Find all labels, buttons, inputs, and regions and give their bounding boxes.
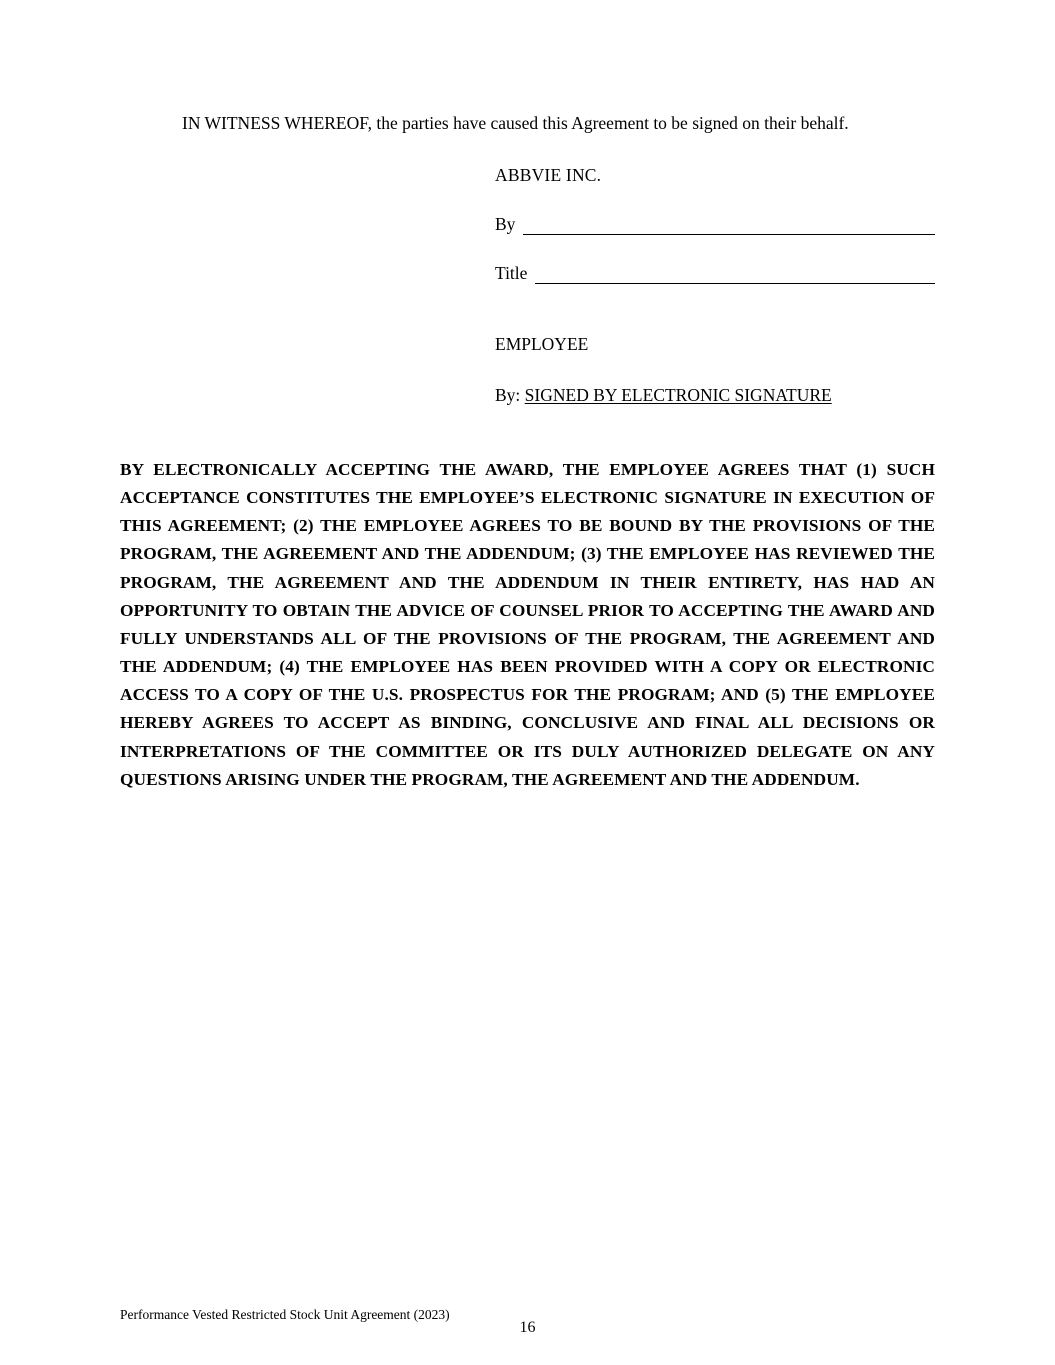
employee-heading: EMPLOYEE xyxy=(495,333,589,354)
company-title-row xyxy=(495,263,935,284)
company-by-signature-line[interactable] xyxy=(523,220,935,235)
page-number: 16 xyxy=(519,1319,536,1336)
company-by-label: By xyxy=(495,213,516,234)
witness-clause: IN WITNESS WHEREOF, the parties have caused this Agreement to be signed on their behalf. xyxy=(182,113,849,133)
company-name: ABBVIE INC. xyxy=(495,164,602,185)
document-body xyxy=(120,112,935,794)
company-by-row xyxy=(495,214,935,235)
company-title-line[interactable] xyxy=(535,269,935,284)
footer-note: Performance Vested Restricted Stock Unit Agreement (2023) xyxy=(120,1307,450,1322)
electronic-acceptance-paragraph: BY ELECTRONICALLY ACCEPTING THE AWARD, THE EMPLOYEE AGREES THAT (1) SUCH ACCEPTANCE CONSTITUTES THE EMPLOYEE’S ELECTRONIC SIGNATURE IN EXECUTION OF THIS AGREEMENT; (2) THE EMPLOYEE AGREES TO BE BOUND BY THE PROVISIONS OF THE PROGRAM, THE AGREEMENT AND THE ADDENDUM; (3) THE EMPLOYEE HAS REVIEWED THE PROGRAM, THE AGREEMENT AND THE ADDENDUM IN THEIR ENTIRETY, HAS HAD AN OPPORTUNITY TO OBTAIN THE ADVICE OF COUNSEL PRIOR TO ACCEPTING THE AWARD AND FULLY UNDERSTANDS ALL OF THE PROVISIONS OF THE PROGRAM, THE AGREEMENT AND THE ADDENDUM; (4) THE EMPLOYEE HAS BEEN PROVIDED WITH A COPY OR ELECTRONIC ACCESS TO A COPY OF THE U.S. PROSPECTUS FOR THE PROGRAM; AND (5) THE EMPLOYEE HEREBY AGREES TO ACCEPT AS BINDING, CONCLUSIVE AND FINAL ALL DECISIONS OR INTERPRETATIONS OF THE COMMITTEE OR ITS DULY AUTHORIZED DELEGATE ON ANY QUESTIONS ARISING UNDER THE PROGRAM, THE AGREEMENT AND THE ADDENDUM. xyxy=(120,459,935,789)
employee-signature-row xyxy=(495,385,935,406)
signature-block xyxy=(495,165,935,406)
employee-signature-value: SIGNED BY ELECTRONIC SIGNATURE xyxy=(524,384,832,405)
employee-by-label: By: xyxy=(495,384,521,405)
company-title-label: Title xyxy=(495,262,528,283)
